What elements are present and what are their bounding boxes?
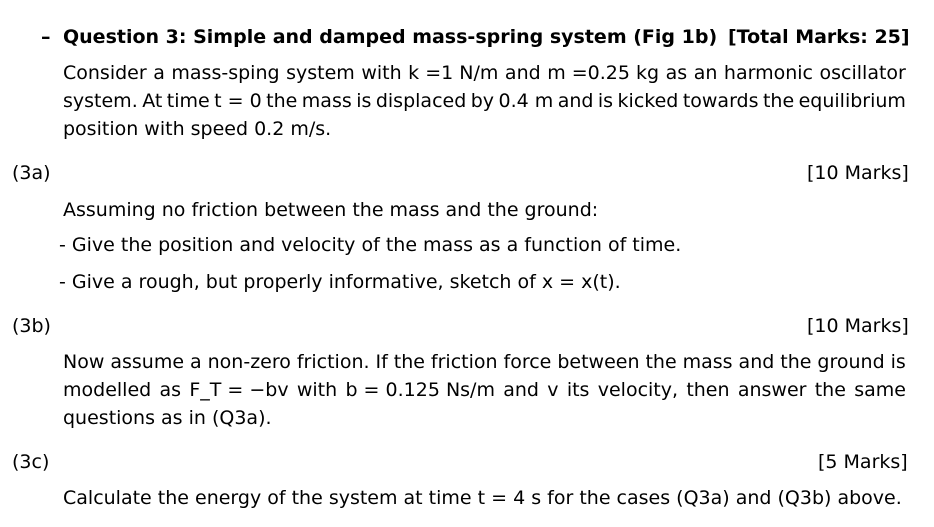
word: force bbox=[503, 351, 552, 373]
part-c-text: Calculate the energy of the system at time t = 4 s for the cases (Q3a) and (Q3b) above. bbox=[63, 487, 902, 509]
word: and bbox=[738, 351, 775, 373]
word: an bbox=[693, 62, 718, 84]
word: and bbox=[503, 379, 539, 401]
word: modelled bbox=[63, 379, 152, 401]
word: time bbox=[166, 90, 210, 112]
part-a-bullet-2: - Give a rough, but properly informative, sketch of x = x(t). bbox=[59, 271, 621, 293]
part-a-marks: [10 Marks] bbox=[807, 162, 909, 184]
word: the bbox=[645, 351, 677, 373]
word: k =1 N/m bbox=[408, 62, 499, 84]
part-c-marks: [5 Marks] bbox=[818, 451, 908, 473]
word: the bbox=[266, 90, 298, 112]
intro-line-2 bbox=[63, 90, 906, 112]
word: friction. bbox=[296, 351, 370, 373]
word: t = 0 bbox=[214, 90, 262, 112]
word: its bbox=[566, 379, 590, 401]
word: m =0.25 kg bbox=[547, 62, 660, 84]
word: with bbox=[361, 62, 402, 84]
intro-line-3: position with speed 0.2 m/s. bbox=[63, 118, 332, 140]
part-c-label: (3c) bbox=[12, 451, 50, 473]
word: answer bbox=[737, 379, 807, 401]
word: assume bbox=[110, 351, 185, 373]
word: a bbox=[153, 62, 165, 84]
word: ground bbox=[817, 351, 885, 373]
part-a-label: (3a) bbox=[12, 162, 51, 184]
word: as bbox=[665, 62, 688, 84]
word: the bbox=[780, 351, 812, 373]
word: and bbox=[504, 62, 541, 84]
word: velocity, bbox=[597, 379, 679, 401]
word: mass bbox=[301, 90, 352, 112]
word: friction bbox=[430, 351, 498, 373]
word: displaced bbox=[375, 90, 467, 112]
word: At bbox=[142, 90, 163, 112]
word: then bbox=[686, 379, 730, 401]
word: the bbox=[762, 90, 795, 112]
word: b = 0.125 Ns/m bbox=[345, 379, 495, 401]
word: kicked bbox=[617, 90, 679, 112]
word: same bbox=[854, 379, 906, 401]
word: towards bbox=[682, 90, 759, 112]
total-marks: [Total Marks: 25] bbox=[728, 26, 910, 48]
word: equilibrium bbox=[798, 90, 906, 112]
word: and bbox=[557, 90, 594, 112]
word: mass bbox=[682, 351, 733, 373]
question-title: Question 3: Simple and damped mass-spring system (Fig 1b) bbox=[63, 26, 718, 48]
word: system bbox=[286, 62, 355, 84]
word: Consider bbox=[63, 62, 147, 84]
part-a-intro: Assuming no friction between the mass and the ground: bbox=[63, 199, 599, 221]
word: a bbox=[190, 351, 202, 373]
part-b-line-1 bbox=[63, 351, 906, 373]
word: Now bbox=[63, 351, 105, 373]
word: the bbox=[814, 379, 846, 401]
part-b-line-2 bbox=[63, 379, 906, 401]
word: mass-sping bbox=[171, 62, 280, 84]
intro-line-1 bbox=[63, 62, 906, 84]
part-b-label: (3b) bbox=[12, 315, 51, 337]
word: the bbox=[393, 351, 425, 373]
word: harmonic bbox=[723, 62, 813, 84]
word: is bbox=[597, 90, 614, 112]
word: non-zero bbox=[207, 351, 291, 373]
part-b-marks: [10 Marks] bbox=[807, 315, 909, 337]
word: as bbox=[159, 379, 182, 401]
word: is bbox=[890, 351, 906, 373]
word: If bbox=[375, 351, 388, 373]
word: v bbox=[547, 379, 559, 401]
word: F_T = −bv bbox=[189, 379, 289, 401]
word: system. bbox=[63, 90, 138, 112]
word: is bbox=[356, 90, 372, 112]
word: between bbox=[557, 351, 640, 373]
word: by bbox=[470, 90, 495, 112]
question-dash: – bbox=[41, 26, 51, 48]
word: 0.4 m bbox=[498, 90, 554, 112]
word: with bbox=[296, 379, 338, 401]
part-a-bullet-1: - Give the position and velocity of the mass as a function of time. bbox=[59, 234, 682, 256]
word: oscillator bbox=[819, 62, 906, 84]
part-b-line-3: questions as in (Q3a). bbox=[63, 407, 272, 429]
